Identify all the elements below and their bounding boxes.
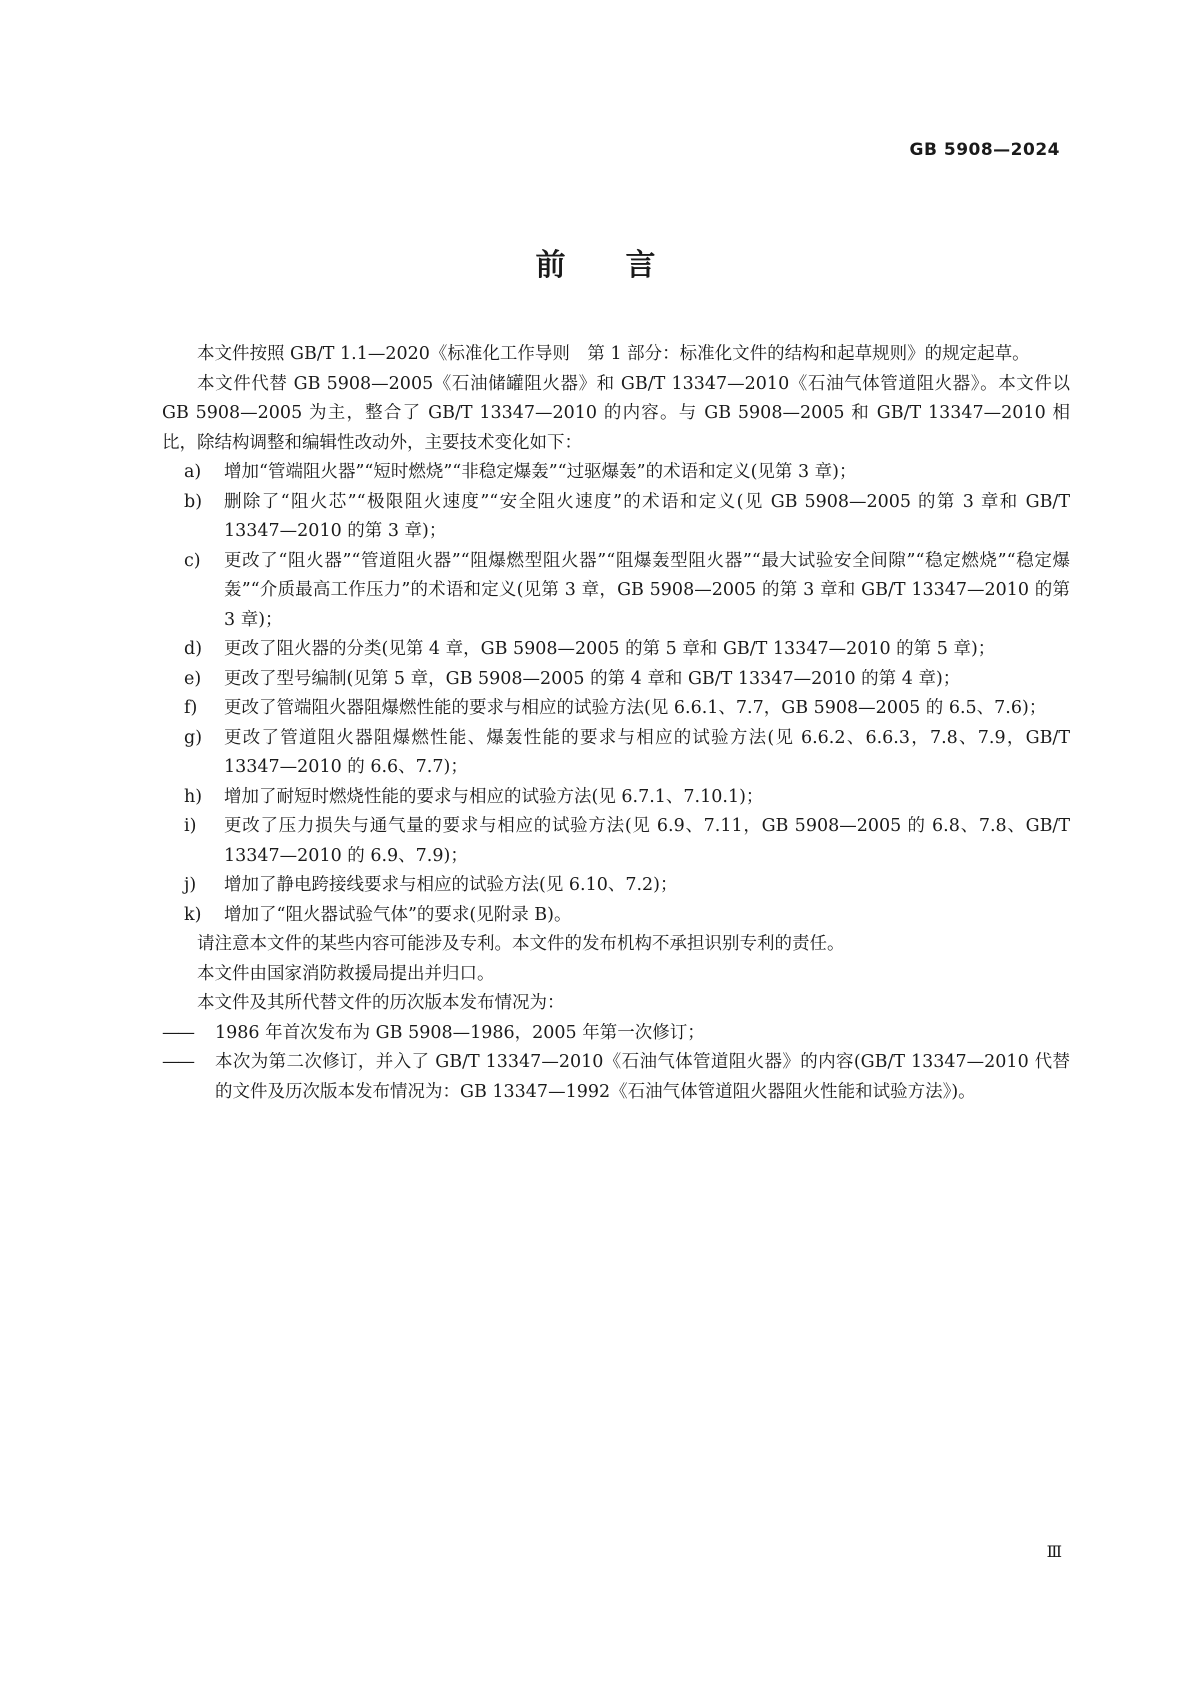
list-item	[162, 694, 1070, 724]
list-item	[162, 635, 1070, 665]
list-item-text: 更改了型号编制(见第 5 章，GB 5908—2005 的第 4 章和 GB/T 13347—2010 的第 4 章)；	[224, 668, 961, 689]
list-item	[162, 665, 1070, 695]
paragraph-proposer: 本文件由国家消防救援局提出并归口。	[197, 963, 495, 984]
paragraph-drafting-rules: 本文件按照 GB/T 1.1—2020《标准化工作导则 第 1 部分：标准化文件的结构和起草规则》的规定起草。	[197, 344, 1030, 364]
list-item	[162, 458, 1070, 488]
list-marker: g)	[184, 727, 203, 748]
list-item-text: 删除了“阻火芯”“极限阻火速度”“安全阻火速度”的术语和定义(见 GB 5908—2005 的第 3 章和 GB/T 13347—2010 的第 3 章)；	[224, 491, 1070, 541]
list-marker: b)	[184, 491, 203, 512]
list-item-text: 更改了压力损失与通气量的要求与相应的试验方法(见 6.9、7.11，GB 5908—2005 的 6.8、7.8、GB/T 13347—2010 的 6.9、7.9)；	[224, 816, 1070, 866]
paragraph-patent-notice: 请注意本文件的某些内容可能涉及专利。本文件的发布机构不承担识别专利的责任。	[197, 934, 845, 954]
list-item-text: 增加了静电跨接线要求与相应的试验方法(见 6.10、7.2)；	[224, 875, 678, 895]
list-item	[162, 1019, 1070, 1049]
list-marker: f)	[184, 698, 198, 718]
list-marker: d)	[184, 639, 203, 659]
history-list	[162, 1019, 1070, 1108]
standard-code: GB 5908—2024	[909, 140, 1060, 160]
list-item-text: 本次为第二次修订，并入了 GB/T 13347—2010《石油气体管道阻火器》的内容(GB/T 13347—2010 代替的文件及历次版本发布情况为：GB 13347—1992《石油气体管道阻火器阻火性能和试验方法》)。	[215, 1052, 1070, 1102]
page-number: Ⅲ	[1046, 1542, 1062, 1561]
list-marker: e)	[184, 668, 202, 689]
list-item-text: 更改了“阻火器”“管道阻火器”“阻爆燃型阻火器”“阻爆轰型阻火器”“最大试验安全间隙”“稳定燃烧”“稳定爆轰”“介质最高工作压力”的术语和定义(见第 3 章，GB 5908—2005 的第 3 章和 GB/T 13347—2010 的第 3 章)；	[224, 550, 1070, 630]
changes-list	[162, 458, 1070, 930]
list-item-text: 更改了管道阻火器阻爆燃性能、爆轰性能的要求与相应的试验方法(见 6.6.2、6.6.3，7.8、7.9，GB/T 13347—2010 的 6.6、7.7)；	[224, 727, 1070, 777]
list-item	[162, 724, 1070, 783]
list-item-text: 增加了耐短时燃烧性能的要求与相应的试验方法(见 6.7.1、7.10.1)；	[224, 786, 764, 807]
page-title: 前言	[535, 248, 716, 283]
list-item	[162, 901, 1070, 931]
list-marker: j)	[184, 875, 197, 895]
body-text	[162, 340, 1070, 1107]
list-item-text: 更改了管端阻火器阻爆燃性能的要求与相应的试验方法(见 6.6.1、7.7，GB 5908—2005 的 6.5、7.6)；	[224, 698, 1047, 718]
list-item	[162, 812, 1070, 871]
list-marker: ——	[162, 1052, 193, 1072]
list-item	[162, 1048, 1070, 1107]
paragraph-history-intro: 本文件及其所代替文件的历次版本发布情况为：	[197, 993, 565, 1013]
list-item	[162, 488, 1070, 547]
list-item-text: 增加了“阻火器试验气体”的要求(见附录 B)。	[224, 904, 572, 925]
list-marker: a)	[184, 462, 202, 482]
paragraph-replacement: 本文件代替 GB 5908—2005《石油储罐阻火器》和 GB/T 13347—2010《石油气体管道阻火器》。本文件以 GB 5908—2005 为主，整合了 GB/T 13347—2010 的内容。与 GB 5908—2005 和 GB/T 13347—2010 相比，除结构调整和编辑性改动外，主要技术变化如下：	[162, 373, 1070, 453]
list-marker: ——	[162, 1022, 193, 1043]
list-item	[162, 547, 1070, 636]
list-item	[162, 871, 1070, 901]
list-item-text: 更改了阻火器的分类(见第 4 章，GB 5908—2005 的第 5 章和 GB/T 13347—2010 的第 5 章)；	[224, 639, 996, 659]
list-item-text: 1986 年首次发布为 GB 5908—1986，2005 年第一次修订；	[215, 1022, 705, 1043]
list-marker: c)	[184, 550, 201, 571]
list-marker: i)	[184, 816, 197, 836]
list-item	[162, 783, 1070, 813]
list-marker: k)	[184, 904, 202, 925]
list-item-text: 增加“管端阻火器”“短时燃烧”“非稳定爆轰”“过驱爆轰”的术语和定义(见第 3 章)；	[224, 462, 857, 482]
list-marker: h)	[184, 786, 203, 807]
